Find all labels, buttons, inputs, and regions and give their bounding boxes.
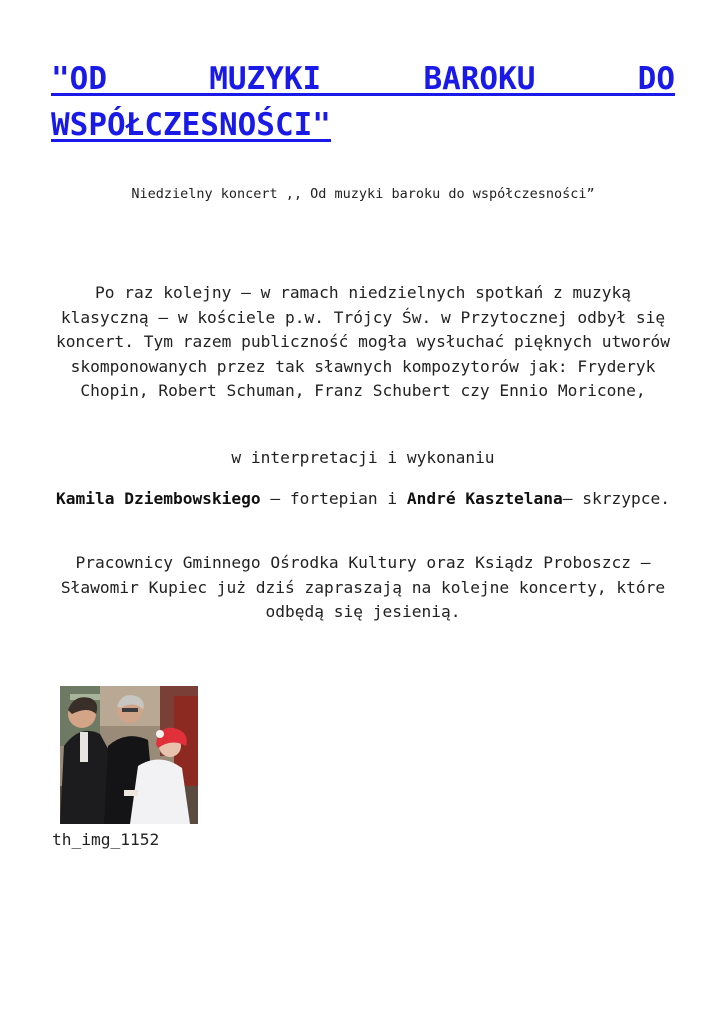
performer-name: Kamila Dziembowskiego bbox=[56, 489, 261, 508]
paragraph-performers bbox=[51, 487, 675, 512]
concert-photo[interactable] bbox=[60, 686, 198, 824]
performer-name: André Kasztelana bbox=[406, 489, 563, 508]
page-title bbox=[51, 56, 675, 148]
title-link[interactable]: "OD MUZYKI BAROKU DO WSPÓŁCZESNOŚCI" bbox=[51, 61, 675, 143]
instrument-text: – fortepian i bbox=[260, 489, 407, 508]
article-subtitle: Niedzielny koncert ,, Od muzyki baroku do współczesności” bbox=[131, 186, 595, 202]
paragraph-interpretation: w interpretacji i wykonaniu bbox=[231, 448, 495, 467]
photo-caption: th_img_1152 bbox=[52, 830, 160, 849]
paragraph-intro: Po raz kolejny – w ramach niedzielnych spotkań z muzyką klasyczną – w kościele p.w. Trójcy Św. w Przytocznej odbył się koncert. Tym razem publiczność mogła wysłuchać pięknych utworów skomponowanych przez tak sławnych kompozytorów jak: Fryderyk Chopin, Robert Schuman, Franz Schubert czy Ennio Moricone, bbox=[56, 283, 670, 400]
instrument-text: – skrzypce. bbox=[562, 489, 670, 508]
paragraph-invitation: Pracownicy Gminnego Ośrodka Kultury oraz Ksiądz Proboszcz – Sławomir Kupiec już dziś zapraszają na kolejne koncerty, które odbędą się jesienią. bbox=[60, 553, 666, 621]
